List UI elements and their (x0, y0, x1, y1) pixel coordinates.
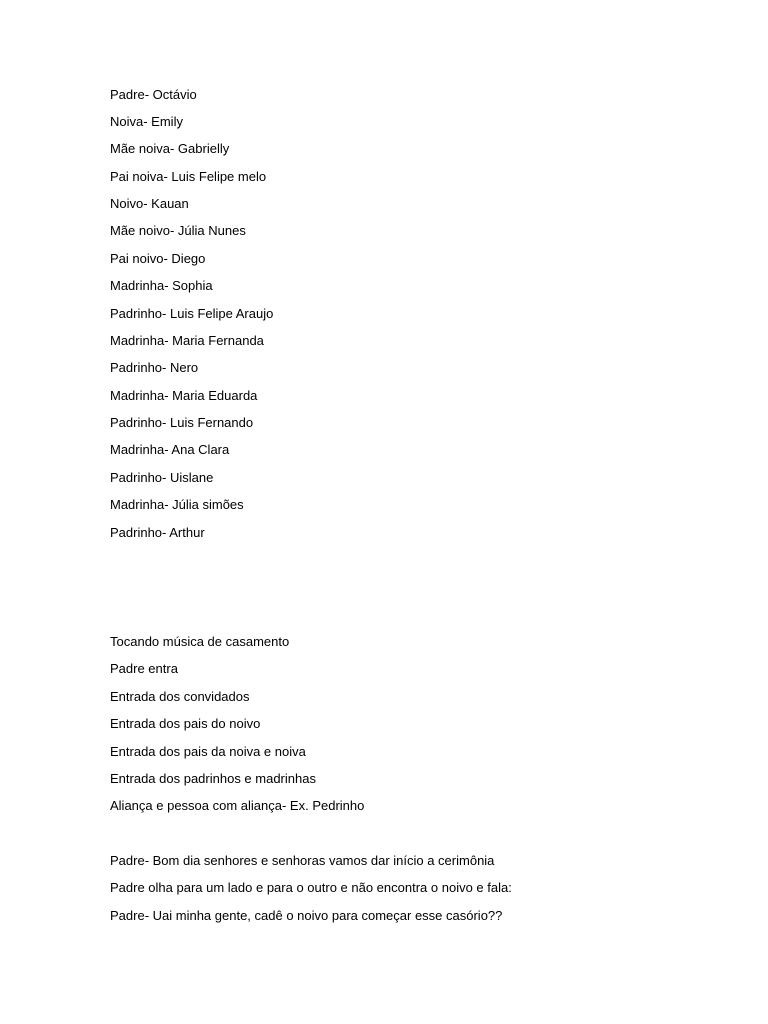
cast-line: Mãe noiva- Gabrielly (110, 141, 230, 156)
cast-line: Pai noiva- Luis Felipe melo (110, 169, 267, 184)
cast-line: Padrinho- Nero (110, 360, 199, 375)
cast-line: Pai noivo- Diego (110, 251, 206, 266)
cast-line: Madrinha- Júlia simões (110, 497, 244, 512)
sequence-line: Aliança e pessoa com aliança- Ex. Pedrinho (110, 798, 365, 813)
sequence-line: Tocando música de casamento (110, 634, 290, 649)
sequence-line: Padre entra (110, 661, 178, 676)
script-line: Padre- Uai minha gente, cadê o noivo para começar esse casório?? (110, 908, 503, 923)
sequence-line: Entrada dos convidados (110, 689, 250, 704)
cast-line: Padrinho- Arthur (110, 525, 205, 540)
cast-line: Madrinha- Maria Fernanda (110, 333, 264, 348)
script-line: Padre olha para um lado e para o outro e não encontra o noivo e fala: (110, 880, 512, 895)
script-line: Padre- Bom dia senhores e senhoras vamos dar início a cerimônia (110, 853, 495, 868)
cast-line: Madrinha- Maria Eduarda (110, 388, 258, 403)
cast-line: Padrinho- Luis Felipe Araujo (110, 306, 274, 321)
cast-line: Mãe noivo- Júlia Nunes (110, 223, 246, 238)
sequence-line: Entrada dos pais do noivo (110, 716, 261, 731)
cast-line: Madrinha- Sophia (110, 278, 213, 293)
cast-line: Noiva- Emily (110, 114, 183, 129)
cast-line: Padrinho- Luis Fernando (110, 415, 254, 430)
cast-line: Padre- Octávio (110, 87, 197, 102)
sequence-line: Entrada dos pais da noiva e noiva (110, 744, 306, 759)
cast-line: Padrinho- Uislane (110, 470, 214, 485)
sequence-line: Entrada dos padrinhos e madrinhas (110, 771, 316, 786)
cast-line: Noivo- Kauan (110, 196, 189, 211)
cast-line: Madrinha- Ana Clara (110, 442, 230, 457)
